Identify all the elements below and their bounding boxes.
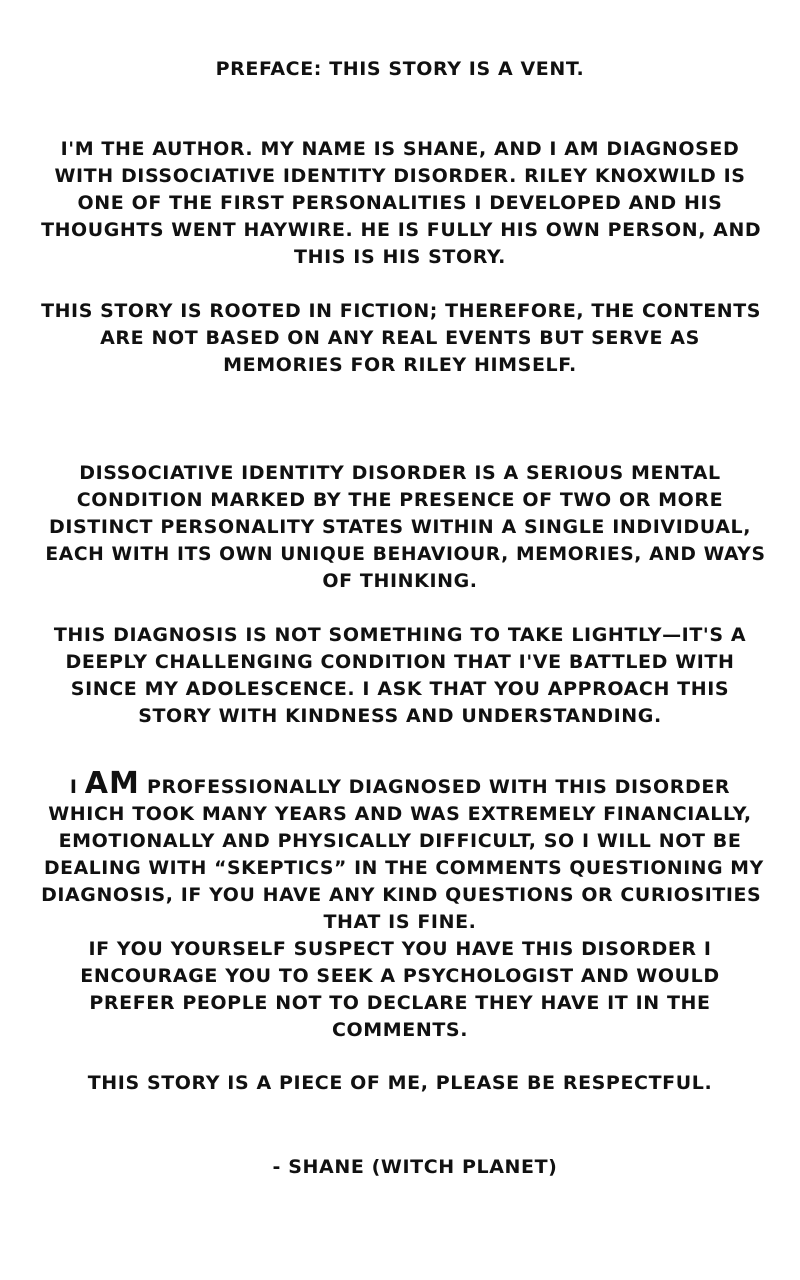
text-line: EMOTIONALLY AND PHYSICALLY DIFFICULT, SO I WILL NOT BE [58, 830, 742, 852]
text-line: SINCE MY ADOLESCENCE. I ASK THAT YOU APPROACH THIS [70, 678, 730, 700]
text-line: THIS IS HIS STORY. [294, 246, 506, 268]
text-line: WITH DISSOCIATIVE IDENTITY DISORDER. RILEY KNOXWILD IS [54, 165, 746, 187]
preface-heading: PREFACE: THIS STORY IS A VENT. [215, 58, 585, 80]
fiction-disclaimer-paragraph [40, 298, 760, 379]
author-signature: - SHANE (WITCH PLANET) [272, 1156, 558, 1178]
text-line: DISTINCT PERSONALITY STATES WITHIN A SINGLE INDIVIDUAL, [48, 516, 752, 538]
text-line: ONE OF THE FIRST PERSONALITIES I DEVELOPED AND HIS [77, 192, 723, 214]
diagnosis-paragraph [40, 622, 760, 730]
text-line: STORY WITH KINDNESS AND UNDERSTANDING. [138, 705, 662, 727]
text-line: MEMORIES FOR RILEY HIMSELF. [223, 354, 577, 376]
emphasis-am: AM [84, 766, 140, 801]
respect-statement: THIS STORY IS A PIECE OF ME, PLEASE BE RESPECTFUL. [87, 1072, 713, 1094]
professional-diagnosis-paragraph [40, 766, 764, 1044]
text-line: DIAGNOSIS, IF YOU HAVE ANY KIND QUESTIONS OR CURIOSITIES [41, 884, 762, 906]
text-line: THIS DIAGNOSIS IS NOT SOMETHING TO TAKE LIGHTLY—IT'S A [53, 624, 747, 646]
did-definition-paragraph [40, 460, 766, 595]
text-line: I'M THE AUTHOR. MY NAME IS SHANE, AND I AM DIAGNOSED [60, 138, 740, 160]
text-line: ENCOURAGE YOU TO SEEK A PSYCHOLOGIST AND WOULD [80, 965, 720, 987]
text-line: OF THINKING. [322, 570, 478, 592]
text-line: DISSOCIATIVE IDENTITY DISORDER IS A SERIOUS MENTAL [79, 462, 721, 484]
text-line: THAT IS FINE. [323, 911, 477, 933]
text-line: THOUGHTS WENT HAYWIRE. HE IS FULLY HIS OWN PERSON, AND [41, 219, 762, 241]
text-line: EACH WITH ITS OWN UNIQUE BEHAVIOUR, MEMORIES, AND WAYS [45, 543, 766, 565]
author-intro-paragraph [40, 136, 760, 271]
text-line: I AM PROFESSIONALLY DIAGNOSED WITH THIS DISORDER [69, 766, 731, 801]
text-line: PREFER PEOPLE NOT TO DECLARE THEY HAVE IT IN THE [89, 992, 711, 1014]
text-line: WHICH TOOK MANY YEARS AND WAS EXTREMELY FINANCIALLY, [48, 803, 752, 825]
text-line: ARE NOT BASED ON ANY REAL EVENTS BUT SERVE AS [100, 327, 700, 349]
text-line: DEALING WITH “SKEPTICS” IN THE COMMENTS QUESTIONING MY [43, 857, 764, 879]
text-line: IF YOU YOURSELF SUSPECT YOU HAVE THIS DISORDER I [88, 938, 712, 960]
text-line: DEEPLY CHALLENGING CONDITION THAT I'VE BATTLED WITH [65, 651, 735, 673]
text-line: THIS STORY IS ROOTED IN FICTION; THEREFORE, THE CONTENTS [41, 300, 761, 322]
text-line: COMMENTS. [331, 1019, 469, 1041]
text-line: CONDITION MARKED BY THE PRESENCE OF TWO OR MORE [76, 489, 724, 511]
